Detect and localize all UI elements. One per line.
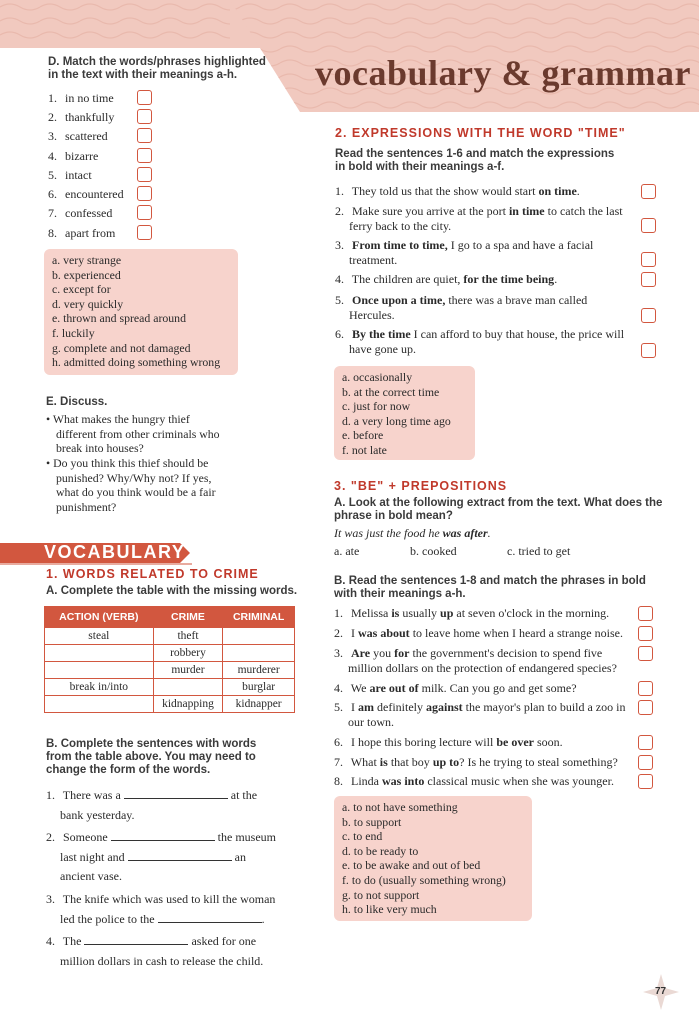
- section-1b-heading: B. Complete the sentences with words from the table above. You may need to change the form of the words.: [46, 738, 257, 776]
- table-cell-blank[interactable]: [45, 645, 154, 662]
- blank-input[interactable]: [124, 787, 228, 799]
- list-item: 7. confessed: [48, 206, 113, 220]
- sentence-item: 6. By the time I can afford to buy that house, the price will have gone up.: [335, 327, 625, 356]
- answer-box[interactable]: [641, 272, 656, 287]
- answer-box[interactable]: [137, 90, 152, 105]
- list-item: 1. in no time: [48, 91, 114, 105]
- table-cell: burglar: [223, 679, 295, 696]
- blank-input[interactable]: [84, 933, 188, 945]
- table-cell-blank[interactable]: [223, 628, 295, 645]
- table-header: CRIMINAL: [223, 607, 295, 628]
- meanings-panel-d: [44, 249, 238, 375]
- meaning-item: c. except for: [52, 282, 111, 297]
- section-3-title: 3. "BE" + PREPOSITIONS: [334, 479, 508, 493]
- section-e-heading: E. Discuss.: [46, 396, 108, 408]
- table-cell: break in/into: [45, 679, 154, 696]
- table-header: ACTION (VERB): [45, 607, 154, 628]
- meaning-item: b. to support: [342, 814, 402, 829]
- option-item[interactable]: b. cooked: [410, 544, 457, 558]
- table-cell: theft: [153, 628, 223, 645]
- table-cell: robbery: [153, 645, 223, 662]
- sentence-item: 6. I hope this boring lecture will be over soon.: [334, 735, 563, 749]
- answer-box[interactable]: [137, 225, 152, 240]
- sentence-item: 3. Are you for the government's decision to spend five million dollars on the protection of endangered species?: [334, 646, 617, 675]
- table-row: [45, 662, 295, 679]
- meanings-panel-be: [334, 796, 532, 921]
- section-2-heading: Read the sentences 1-6 and match the expressions in bold with their meanings a-f.: [335, 148, 615, 173]
- meanings-panel-time: [334, 366, 475, 460]
- table-cell: murder: [153, 662, 223, 679]
- sentence-item: 2. Make sure you arrive at the port in time to catch the last ferry back to the city.: [335, 204, 623, 233]
- list-item: 8. apart from: [48, 226, 116, 240]
- discussion-question: • What makes the hungry thief different from other criminals who break into houses?: [46, 412, 220, 456]
- crime-table: [44, 606, 295, 713]
- sentence-item: 4. We are out of milk. Can you go and get some?: [334, 681, 577, 695]
- sentence-item: 7. What is that boy up to? Is he trying to steal something?: [334, 755, 618, 769]
- blank-input[interactable]: [111, 829, 215, 841]
- answer-box[interactable]: [641, 343, 656, 358]
- option-item[interactable]: a. ate: [334, 544, 360, 558]
- meaning-item: d. to be ready to: [342, 843, 419, 858]
- section-d-heading: D. Match the words/phrases highlighted in the text with their meanings a-h.: [48, 56, 266, 81]
- answer-box[interactable]: [641, 252, 656, 267]
- table-cell-blank[interactable]: [153, 679, 223, 696]
- option-item[interactable]: c. tried to get: [507, 544, 571, 558]
- page-number: 77: [655, 986, 667, 997]
- sentence-item: 5. Once upon a time, there was a brave man called Hercules.: [335, 293, 588, 322]
- meaning-item: b. at the correct time: [342, 384, 440, 399]
- sentence-item: 8. Linda was into classical music when she was younger.: [334, 774, 614, 788]
- section-1-title: 1. WORDS RELATED TO CRIME: [46, 567, 259, 581]
- meaning-item: e. before: [342, 428, 384, 443]
- list-item: 3. scattered: [48, 129, 108, 143]
- sentence-item: 1. They told us that the show would start on time.: [335, 184, 580, 198]
- answer-box[interactable]: [137, 109, 152, 124]
- sentence-item: 4. The children are quiet, for the time being.: [335, 272, 558, 286]
- meaning-item: h. admitted doing something wrong: [52, 355, 221, 370]
- sentence-item: 5. I am definitely against the mayor's plan to build a zoo in our town.: [334, 700, 626, 729]
- sentence-item: 3. The knife which was used to kill the woman led the police to the .: [46, 892, 276, 926]
- answer-box[interactable]: [638, 646, 653, 661]
- discussion-question: • Do you think this thief should be punished? Why/Why not? If yes, what do you think would be a fair punishment?: [46, 456, 216, 514]
- answer-box[interactable]: [638, 700, 653, 715]
- answer-box[interactable]: [137, 128, 152, 143]
- meaning-item: h. to like very much: [342, 902, 437, 917]
- meaning-item: e. to be awake and out of bed: [342, 858, 481, 873]
- table-row: [45, 679, 295, 696]
- meaning-item: e. thrown and spread around: [52, 311, 186, 326]
- answer-box[interactable]: [137, 148, 152, 163]
- answer-box[interactable]: [638, 626, 653, 641]
- sentence-item: 4. The asked for one million dollars in cash to release the child.: [46, 934, 264, 968]
- meaning-item: d. a very long time ago: [342, 413, 451, 428]
- list-item: 4. bizarre: [48, 149, 99, 163]
- table-cell: kidnapper: [223, 696, 295, 713]
- answer-box[interactable]: [641, 308, 656, 323]
- answer-box[interactable]: [638, 755, 653, 770]
- meaning-item: f. not late: [342, 442, 387, 457]
- sentence-item: 3. From time to time, I go to a spa and have a facial treatment.: [335, 238, 594, 267]
- meaning-item: f. to do (usually something wrong): [342, 872, 506, 887]
- section-3a-heading: A. Look at the following extract from the text. What does the phrase in bold mean?: [334, 497, 663, 522]
- section-3b-heading: B. Read the sentences 1-8 and match the phrases in bold with their meanings a-h.: [334, 575, 646, 600]
- blank-input[interactable]: [158, 911, 262, 923]
- answer-box[interactable]: [137, 167, 152, 182]
- meaning-item: f. luckily: [52, 325, 95, 340]
- table-cell-blank[interactable]: [45, 696, 154, 713]
- meaning-item: a. to not have something: [342, 800, 458, 814]
- meaning-item: b. experienced: [52, 267, 121, 282]
- answer-box[interactable]: [137, 205, 152, 220]
- answer-box[interactable]: [641, 184, 656, 199]
- section-1a-heading: A. Complete the table with the missing words.: [46, 585, 298, 597]
- vocabulary-label: VOCABULARY: [44, 542, 186, 562]
- answer-box[interactable]: [638, 681, 653, 696]
- answer-box[interactable]: [638, 774, 653, 789]
- table-row: [45, 628, 295, 645]
- table-cell: kidnapping: [153, 696, 223, 713]
- meaning-item: d. very quickly: [52, 296, 124, 311]
- meaning-item: c. just for now: [342, 399, 411, 414]
- answer-box[interactable]: [638, 735, 653, 750]
- table-cell: steal: [45, 628, 154, 645]
- text-extract: It was just the food he was after.: [334, 526, 491, 540]
- table-cell: murderer: [223, 662, 295, 679]
- meaning-item: a. occasionally: [342, 370, 413, 384]
- sentence-item: 1. Melissa is usually up at seven o'clock in the morning.: [334, 606, 610, 620]
- blank-input[interactable]: [128, 849, 232, 861]
- answer-box[interactable]: [137, 186, 152, 201]
- sentence-item: 2. I was about to leave home when I heard a strange noise.: [334, 626, 623, 640]
- list-item: 6. encountered: [48, 187, 124, 201]
- meaning-item: g. complete and not damaged: [52, 340, 191, 355]
- table-header: CRIME: [153, 607, 223, 628]
- page-title: vocabulary & grammar: [315, 53, 691, 93]
- meaning-item: c. to end: [342, 829, 383, 844]
- list-item: 5. intact: [48, 168, 92, 182]
- section-2-title: 2. EXPRESSIONS WITH THE WORD "TIME": [335, 126, 626, 140]
- sentence-item: 1. There was a at the bank yesterday.: [46, 788, 258, 822]
- table-row: [45, 696, 295, 713]
- meaning-item: a. very strange: [52, 253, 122, 267]
- answer-box[interactable]: [641, 218, 656, 233]
- answer-box[interactable]: [638, 606, 653, 621]
- sentence-item: 2. Someone the museum last night and an ancient vase.: [46, 830, 276, 883]
- table-cell-blank[interactable]: [223, 645, 295, 662]
- list-item: 2. thankfully: [48, 110, 115, 124]
- table-row: [45, 645, 295, 662]
- meaning-item: g. to not support: [342, 887, 420, 902]
- table-cell-blank[interactable]: [45, 662, 154, 679]
